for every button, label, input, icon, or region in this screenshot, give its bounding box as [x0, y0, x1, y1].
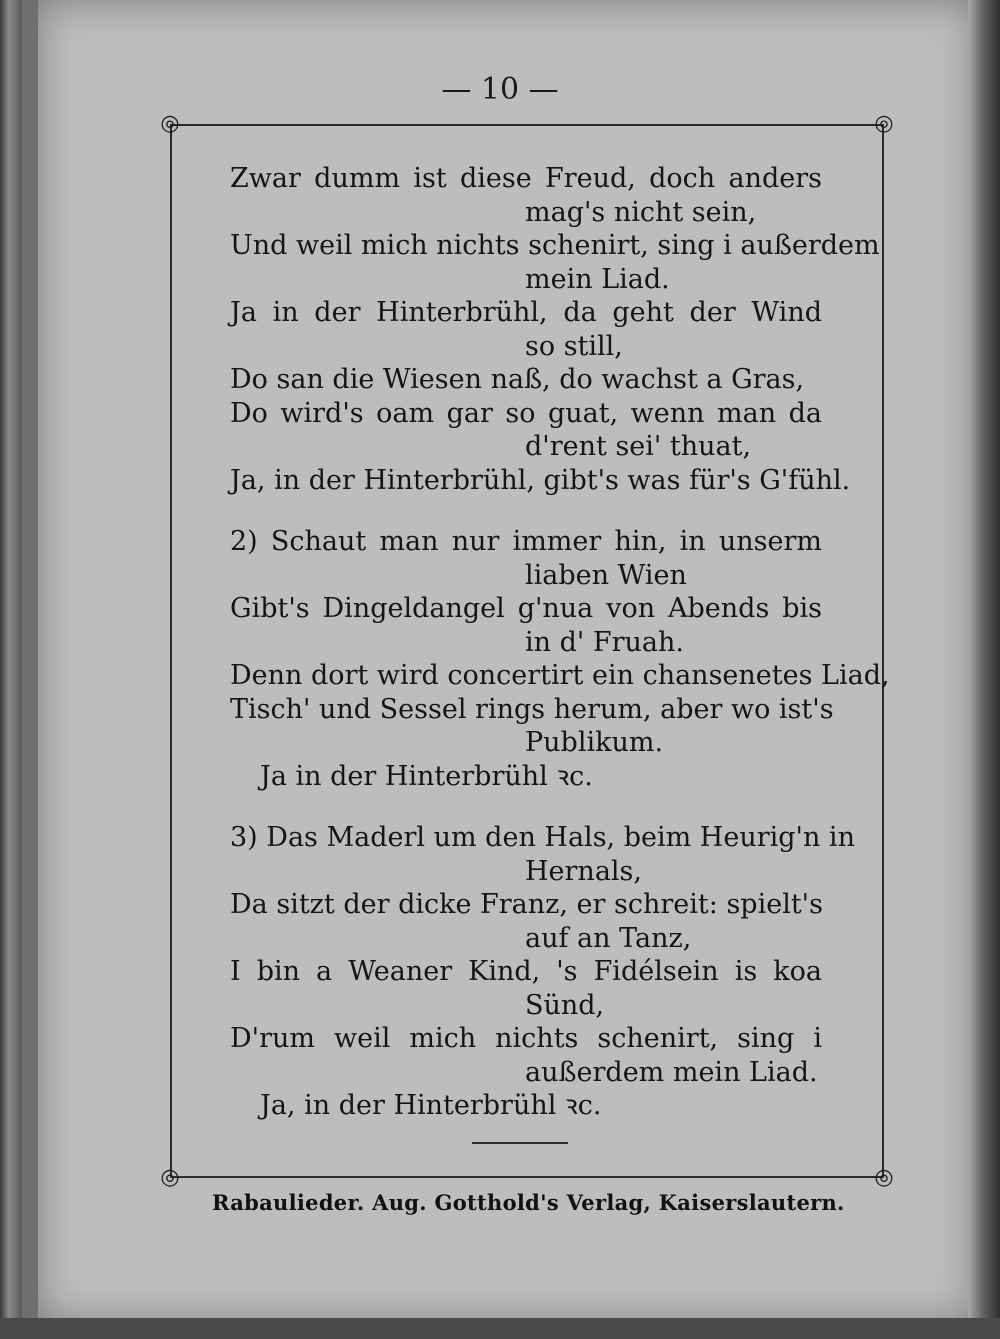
verse-line: Ja in der Hinterbrühl ꝛc.	[260, 760, 593, 792]
verse-line: Do san die Wiesen naß, do wachst a Gras,	[230, 364, 805, 395]
verse-line: außerdem mein Liad.	[525, 1056, 818, 1088]
verse-line: Tisch' und Sessel rings herum, aber wo ist's	[230, 693, 834, 725]
verse-line: Zwar dumm ist diese Freud, doch anders	[230, 163, 822, 194]
stanza-3	[230, 821, 855, 1123]
corner-ornament-icon: ◎	[874, 1165, 894, 1190]
verse-line: Publikum.	[525, 727, 664, 758]
stanza-gap	[230, 497, 822, 525]
next-page-edge	[968, 0, 1000, 1339]
verse-line: Do wird's oam gar so guat, wenn man da	[230, 397, 822, 429]
verse-line: Ja, in der Hinterbrühl ꝛc.	[260, 1090, 602, 1121]
verse-line: 3) Das Maderl um den Hals, beim Heurig'n in	[230, 822, 855, 853]
verse-line: in d' Fruah.	[525, 626, 684, 658]
verse-line: Ja, in der Hinterbrühl, gibt's was für's G'fühl.	[230, 464, 851, 496]
verse-line: Hernals,	[525, 855, 642, 887]
end-rule	[472, 1142, 568, 1144]
verse-line: Sünd,	[525, 989, 605, 1021]
book-spine-edge	[0, 0, 22, 1339]
verse-line: mein Liad.	[525, 263, 670, 295]
verse-line: I bin a Weaner Kind, 's Fidélsein is koa	[230, 956, 822, 987]
stanza-1	[230, 162, 880, 497]
page-number: — 10 —	[441, 72, 559, 107]
verse-line: Ja in der Hinterbrühl, da geht der Wind	[230, 297, 822, 328]
corner-ornament-icon: ◎	[160, 1165, 180, 1190]
verse-line: d'rent sei' thuat,	[525, 431, 752, 462]
verse-line: Und weil mich nichts schenirt, sing i außerdem	[230, 230, 880, 261]
publisher-footer: Rabaulieder. Aug. Gotthold's Verlag, Kaiserslautern.	[212, 1190, 845, 1215]
verse-line: Denn dort wird concertirt ein chansenetes Liad,	[230, 660, 890, 691]
stanza-gap	[230, 793, 822, 821]
verse-line: mag's nicht sein,	[525, 196, 757, 228]
verse-line: liaben Wien	[525, 559, 687, 591]
stanza-2	[230, 525, 890, 793]
verse-line: Da sitzt der dicke Franz, er schreit: spielt's	[230, 889, 823, 920]
bottom-edge	[0, 1318, 1000, 1339]
corner-ornament-icon: ◎	[874, 111, 894, 136]
verse-line: D'rum weil mich nichts schenirt, sing i	[230, 1023, 822, 1054]
verse-line: 2) Schaut man nur immer hin, in unserm	[230, 526, 822, 557]
verse-line: Gibt's Dingeldangel g'nua von Abends bis	[230, 593, 822, 624]
verse-line: so still,	[525, 330, 623, 362]
verse-line: auf an Tanz,	[525, 922, 692, 954]
song-text	[230, 162, 890, 1123]
corner-ornament-icon: ◎	[160, 111, 180, 136]
